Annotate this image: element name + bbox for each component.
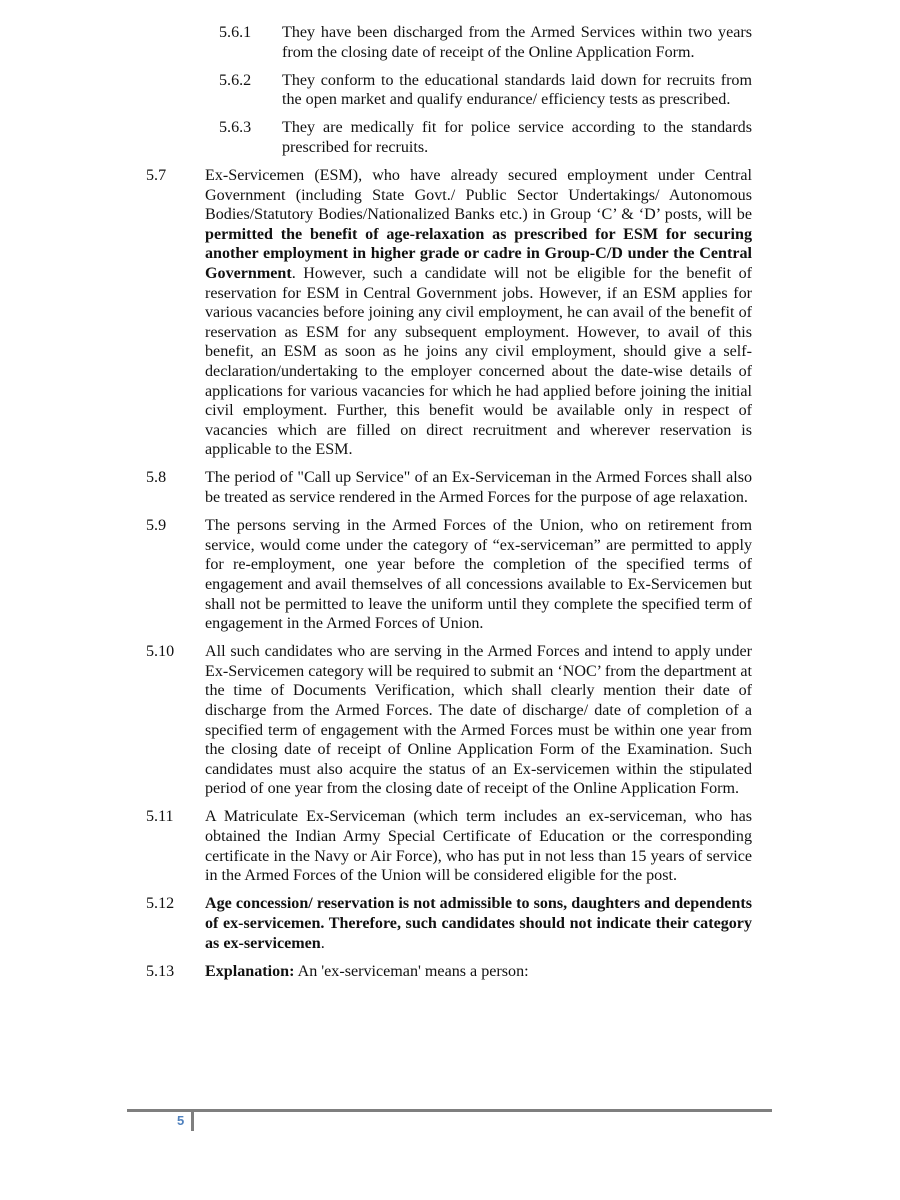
footer-divider-tick [191, 1109, 194, 1131]
emphasis-text: Age concession/ reservation is not admissible to sons, daughters and dependents of ex-servicemen. Therefore, such candidates should not indicate their category as ex-servicemen [205, 895, 752, 952]
clause-text [205, 962, 752, 982]
clause-text [205, 894, 752, 953]
clause-number: 5.6.2 [219, 71, 252, 89]
text-run: The persons serving in the Armed Forces of the Union, who on retirement from service, would come under the category of “ex-serviceman” are permitted to apply for re-employment, one year before the completion of the specified terms of engagement and avail themselves of all concessions available to Ex-Servicemen but shall not be permitted to leave the uniform until they complete the specified term of engagement in the Armed Forces of Union. [205, 517, 752, 633]
clause-number: 5.12 [146, 895, 175, 913]
clause-5-6-2 [219, 71, 752, 110]
document-body [146, 23, 752, 981]
clause-text [205, 468, 752, 507]
clause-5-11 [146, 807, 752, 885]
clause-text [205, 807, 752, 885]
clause-number: 5.7 [146, 167, 167, 185]
clause-text [205, 642, 752, 799]
clause-5-6-1 [219, 23, 752, 62]
clause-number: 5.6.1 [219, 24, 252, 41]
clause-text [282, 23, 752, 62]
clause-number: 5.13 [146, 962, 175, 980]
clause-text [205, 166, 752, 460]
clause-number: 5.11 [146, 808, 174, 826]
clause-text [282, 71, 752, 110]
page-number: 5 [177, 1113, 185, 1128]
clause-5-9 [146, 516, 752, 634]
emphasis-text: permitted the benefit of age-relaxation as prescribed for ESM for securing another employment in higher grade or cadre in Group-C/D under the Central Government [205, 225, 752, 283]
text-run: All such candidates who are serving in the Armed Forces and intend to apply under Ex-Servicemen category will be required to submit an ‘NOC’ from the department at the time of Documents Verification, which shall clearly mention their date of discharge from the Armed Forces. The date of discharge/ date of completion of a specified term of engagement with the Armed Forces must be within one year from the closing date of receipt of Online Application Form of the Examination. Such candidates must also acquire the status of an Ex-servicemen within the stipulated period of one year from the closing date of receipt of the Online Application Form. [205, 643, 752, 798]
clause-number: 5.8 [146, 469, 167, 487]
text-run: . [320, 934, 325, 952]
text-run: They have been discharged from the Armed Services within two years from the closing date of receipt of the Online Application Form. [282, 24, 752, 61]
text-run: Ex-Servicemen (ESM), who have already secured employment under Central Government (including State Govt./ Public Sector Undertakings/ Autonomous Bodies/Statutory Bodies/Nationalized Banks etc.) in Group ‘C’ & ‘D’ posts, will be [205, 167, 752, 224]
clause-5-6-3 [219, 118, 752, 157]
footer-rule [127, 1109, 772, 1112]
text-run: They are medically fit for police service according to the standards prescribed for recruits. [282, 119, 752, 156]
clause-5-8 [146, 468, 752, 507]
clause-text [205, 516, 752, 634]
text-run: They conform to the educational standards laid down for recruits from the open market and qualify endurance/ efficiency tests as prescribed. [282, 71, 752, 109]
text-run: The period of "Call up Service" of an Ex-Serviceman in the Armed Forces shall also be treated as service rendered in the Armed Forces for the purpose of age relaxation. [205, 469, 752, 507]
explanation-label: Explanation: [205, 962, 295, 980]
clause-5-10 [146, 642, 752, 799]
clause-5-7 [146, 166, 752, 460]
clause-5-13 [146, 962, 752, 982]
clause-5-12 [146, 894, 752, 953]
clause-number: 5.10 [146, 643, 175, 661]
clause-number: 5.9 [146, 517, 167, 535]
text-run: A Matriculate Ex-Serviceman (which term includes an ex-serviceman, who has obtained the Indian Army Special Certificate of Education or the corresponding certificate in the Navy or Air Force), who has put in not less than 15 years of service in the Armed Forces of the Union will be considered eligible for the post. [205, 808, 752, 885]
text-run: An 'ex-serviceman' means a person: [294, 962, 529, 980]
clause-number: 5.6.3 [219, 119, 252, 137]
text-run: . However, such a candidate will not be eligible for the benefit of reservation for ESM in Central Government jobs. However, if an ESM applies for various vacancies before joining any civil employment, he can avail of the benefit of reservation as ESM for any subsequent employment. However, to avail of this benefit, an ESM as soon as he joins any civil employment, should give a self-declaration/undertaking to the employer concerned about the date-wise details of applications for various vacancies for which he had applied before joining the initial civil employment. Further, this benefit would be available only in respect of vacancies which are filled on direct recruitment and wherever reservation is applicable to the ESM. [205, 265, 752, 459]
clause-text [282, 118, 752, 157]
